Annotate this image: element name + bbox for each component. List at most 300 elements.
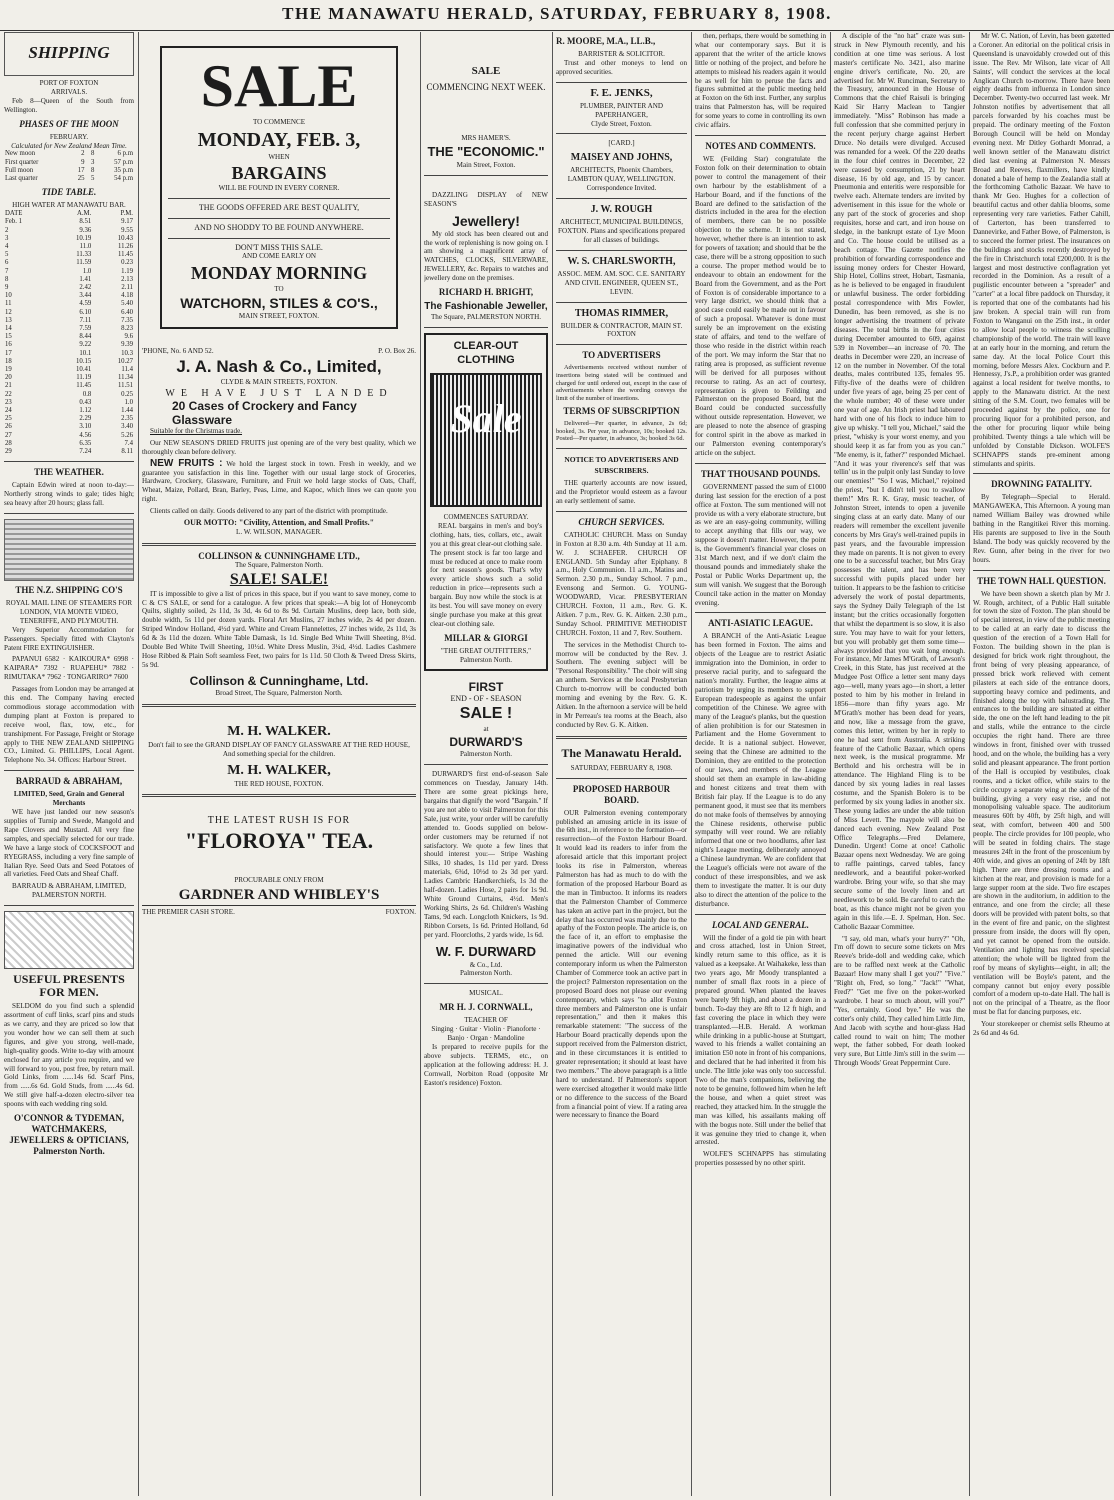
- advertisers-text: Advertisements received without number of insertions being stated will be continued and charged for until ordered out, except in the case of advertisements where the wording conveys the limit of the number of insertions.: [556, 364, 687, 402]
- tide-row: [4, 218, 134, 226]
- nash-xmas: Suitable for the Christmas trade.: [150, 426, 243, 435]
- tide-cell: 2.29: [79, 415, 92, 423]
- tide-cell: 12: [5, 308, 12, 316]
- charlsworth-text: ASSOC. MEM. AM. SOC. C.E. SANITARY AND CIVIL ENGINEER, QUEEN ST., LEVIN.: [557, 269, 686, 296]
- clearout-box: [424, 333, 548, 671]
- nash-phones: 'PHONE, No. 6 AND 52.: [142, 347, 214, 356]
- bazaar-poem: "I say, old man, what's your hurry?" "Oh, I'm off down to secure some tickets on Mrs Reeve's bride-doll and wedding cake, which are to be raffled next week at the Catholic Bazaar! How many shall I get you?" "Five." "Right oh, Fred, so long." "Jack!" "What, Fred?" "Get me five on the poker-worked wardrobe. I hear so much about, will you?" "Yes, certainly. Good bye." He was the cotter's only child, They called him Little Jim, And Jacob with scythe and hour-glass Had called round to wait on him; The mother wept, the father sobbed, For death looked very sure, But Little Jim's still in the swim — Through Woods' Great Peppermint Cure.: [834, 934, 965, 1068]
- clearout-text: REAL bargains in men's and boy's clothing, hats, ties, collars, etc., await you at this great clear-out clothing sale. The present stock is far too large and must be reduced at once to make room for next season's goods. That's why every article shows such a solid reduction in price—represents such a bargain. Buy now while the stock is at its best. You will save money on every single purchase you make at this great clear-out clothing sale.: [430, 521, 542, 628]
- harbour-text: OUR Palmerston evening contemporary published an amusing article in its issue of the 6th inst., in reference to the formation—or resurrection—of the Foxton Harbour Board. It would lead its readers to infer from the aforesaid article that this important project looks its rise in Palmerston, whereas Palmerston has had as much to do with the formation of the proposed Harbour Board as the man in Timbuctoo. It informs its readers that the Palmerston Chamber of Commerce has taken an active part in the project, but the delay that has occurred was mainly due to the apathy of the Foxton people. The article is, on the face of it, an effort to emphasise the imaginative powers of the individual who penned the article. Will our evening contemporary inform us when the Palmerston Chamber of Commerce took an active part in the project? Palmerston representation on the proposed Board does not please our evening contemporary, which says "to allot Foxton three members and Palmerston one is unfair representation," and then it makes this remarkable statement: "The success of the Harbour Board practically depends upon the support received from the Palmerston district, and in these circumstances it is entitled to greater representation; it should at least have two members." The above paragraph is a little hard to understand. If Palmerston's support were exercised altogether it would make little or no difference to the success of the Board from a financial point of view. If a rating area were necessary to finance the Board: [556, 808, 687, 1120]
- tide-cell: 11.0: [79, 242, 92, 250]
- tide-cell: Feb. 1: [5, 218, 22, 226]
- watchorn-address: MAIN STREET, FOXTON.: [238, 312, 320, 321]
- moon-cell: 5: [91, 175, 95, 183]
- moon-cell: 57 p.m: [114, 158, 133, 166]
- tide-row: [4, 300, 134, 308]
- tide-row: [4, 284, 134, 292]
- tide-row: [4, 374, 134, 382]
- thousand-heading: THAT THOUSAND POUNDS.: [700, 468, 821, 479]
- tide-cell: 7: [5, 267, 9, 275]
- tide-cell: 3.44: [79, 292, 92, 300]
- moore-subtitle: BARRISTER & SOLICITOR.: [578, 50, 665, 58]
- hamer-commencing: COMMENCING NEXT WEEK.: [426, 82, 546, 92]
- durward-text: DURWARD'S first end-of-season Sale commences on Tuesday, January 14th. There are some great pickings here, bargains that dignify the word "Bargain." If you are not able to visit Palmerston for this Sale, just write, your order will be carefully attended to. Goods supplied on below-order customers may be returned if not satisfactory. We quote a few lines that should interest you:— Stripe Washing Silks, 10 shades, 1s 11d per yard. Dress materials, 6¾d, 10½d to 2s 3d per yard. Ladies Cambric Handkerchiefs, 1s 3d the half-dozen. Ladies Hose, 2 pairs for 1s 9d. White Ground Curtains, 4½d. Men's Working Shirts, 2s 6d. Children's Washing Tams, 9d each. Longcloth Knickers, 1s 9d. Ribbon Corsets, 1s 6d. Printed Holland, 6d per yard. Floorcloths, 2 yards wide, 1s 6d.: [424, 770, 548, 939]
- nash-landed: WE HAVE JUST LANDED: [165, 387, 393, 399]
- steamers-list: PAPANUI 6582 · KAIKOURA* 6998 · KAIPARA* 7392 · RUAPEHU* 7882 · RIMUTAKA* 7962 · TONGARIRO* 7600: [4, 655, 134, 682]
- nash-address: CLYDE & MAIN STREETS, FOXTON.: [220, 378, 338, 387]
- oconnor-heading: O'CONNOR & TYDEMAN, WATCHMAKERS, JEWELLERS & OPTICIANS, Palmerston North.: [9, 1113, 129, 1157]
- tide-row: [4, 423, 134, 431]
- column-3: [424, 32, 548, 1496]
- millar-name: MILLAR & GIORGI: [444, 632, 528, 643]
- gardner-town: FOXTON.: [385, 908, 416, 917]
- tide-cell: 4: [5, 242, 9, 250]
- walker-address: THE RED HOUSE, FOXTON.: [234, 779, 324, 788]
- tide-cell: 11.26: [117, 242, 133, 250]
- church-heading: CHURCH SERVICES.: [578, 516, 665, 527]
- tide-cell: 10.27: [117, 357, 133, 365]
- weather-text: Captain Edwin wired at noon to-day:— Northerly strong winds to gale; tides high; sea heavy after 20 hours; glass fall.: [4, 481, 134, 508]
- column-rule: [691, 32, 692, 1496]
- tide-row: [4, 243, 134, 251]
- barraud-text: WE have just landed our new season's supplies of Turnip and Swede, Mangold and Rape Clovers and Mustard. All very fine samples, and specially selected for our trade. We have a large stock of COCKSFOOT and RYEGRASS, including a very fine sample of Italian Rye. Seed Oats and Seed Potatoes of all varieties. Feed Oats and Sheaf Chaff.: [4, 808, 134, 879]
- collinson-text: IT is impossible to give a list of prices in this space, but if you want to save money, come to C & C'S SALE, or send for a catalogue. A few prices that speak:—A big lot of Honeycomb Quilts, slightly soiled, 2s 11d, 3s 3d, 4s 6d to 8s 9d. Curtain Muslins, deep lace, both side, double width, 5s 11d per dozen yards. Floral Art Muslins, 27 inches wide, 2s 4d per dozen. Striped Window Holland, 4½d yard. White and Cream Flannelettes, 27 inches wide, 2s 11d, 3s 6d & 3s 11d the dozen. White Table Damask, 1s 1d. Single Bed White Twill Sheeting, 8½d. Double Bed White Twill Sheeting, 10½d. White Dress Muslin, 3¼d, 4½d. Ladies Cashmere Hose Ribbed & Plain Soft seamless Feet, two pairs for 1s 11d. 50 Cloth & Tweed Dress Skirts, 5s 9d.: [142, 589, 416, 669]
- collinson-heading: COLLINSON & CUNNINGHAME LTD.,: [198, 550, 360, 561]
- tide-cell: 1.0: [124, 398, 133, 406]
- moon-cell: Full moon: [5, 166, 34, 174]
- terms-text: Delivered—Per quarter, in advance, 2s 6d; booked, 3s. Per year, in advance, 10s; booked 12s. Posted—Per quarter, in advance, 3s; booked 3s 6d.: [556, 420, 687, 443]
- moon-heading: PHASES OF THE MOON: [19, 118, 119, 129]
- durward-at: at: [483, 725, 489, 734]
- tide-cell: 9.36: [79, 226, 92, 234]
- tide-table: [4, 210, 134, 456]
- rough-text: ARCHITECT, MUNICIPAL BUILDINGS, FOXTON. Plans and specifications prepared for all classes of buildings.: [558, 218, 685, 244]
- tide-cell: 20: [5, 374, 12, 382]
- tide-row: [4, 366, 134, 374]
- moon-row: [4, 175, 134, 183]
- tide-cell: 28: [5, 439, 12, 447]
- townhall-heading: THE TOWN HALL QUESTION.: [977, 575, 1106, 586]
- bright-name: RICHARD H. BRIGHT,: [438, 287, 534, 298]
- tide-cell: 14: [5, 325, 12, 332]
- moon-month: FEBRUARY.: [49, 132, 89, 141]
- gardner-name: GARDNER AND WHIBLEY'S: [178, 887, 380, 904]
- nzship-more: Passages from London may be arranged at this end. The Company having erected commodious storage accommodation with dumping plant at Foxton is prepared to receive wool, flax, tow, etc., for transhipment. For Passage, Freight or Storage apply to THE NEW ZEALAND SHIPPING CO., Limited. G. PHILLIPS, Local Agent. Telephone No. 34. Offices: Harbour Street.: [4, 685, 134, 765]
- notes-heading: NOTES AND COMMENTS.: [705, 140, 816, 151]
- tide-cell: 10.19: [76, 234, 92, 242]
- tide-row: [4, 440, 134, 448]
- column-rule: [552, 32, 553, 1496]
- tide-cell: 2.11: [121, 283, 133, 291]
- tide-cell: 19: [5, 366, 12, 374]
- durward-sale: SALE !: [459, 705, 513, 723]
- durward-first: FIRST: [468, 679, 504, 694]
- barraud-subheading: LIMITED, Seed, Grain and General Merchants: [13, 790, 125, 808]
- tide-row: [4, 341, 134, 349]
- collinson-address: The Square, Palmerston North.: [234, 560, 324, 569]
- column-rule: [138, 32, 139, 1496]
- tide-cell: 4.59: [79, 300, 92, 308]
- drowning-heading: DROWNING FATALITY.: [991, 479, 1092, 490]
- nash-clients: Clients called on daily. Goods delivered to any part of the district with promptitude.: [150, 507, 388, 516]
- durward-address: Palmerston North.: [459, 750, 512, 759]
- tide-row: [4, 391, 134, 399]
- steamship-illustration: [4, 519, 134, 581]
- rough-name: J. W. ROUGH: [590, 204, 653, 216]
- cornwall-teacher: TEACHER OF: [464, 1016, 508, 1025]
- tide-cell: 4.18: [121, 292, 133, 300]
- tide-cell: 3: [5, 234, 9, 242]
- tide-col-date: DATE: [5, 210, 23, 218]
- tide-cell: 21: [5, 382, 12, 390]
- tide-cell: 8.23: [121, 325, 133, 332]
- sale-title: SALE: [200, 53, 358, 119]
- notice-heading: NOTICE TO ADVERTISERS AND SUBSCRIBERS.: [564, 455, 679, 476]
- moon-row: [4, 159, 134, 167]
- tide-row: [4, 350, 134, 358]
- weather-heading: THE WEATHER.: [34, 467, 104, 478]
- tide-cell: 11.45: [76, 382, 92, 390]
- tide-cell: 10.1: [79, 349, 92, 357]
- moon-cell: 25: [77, 175, 85, 183]
- tide-row: [4, 317, 134, 325]
- tide-cell: 6.35: [79, 439, 92, 447]
- nash-manager: L. W. WILSON, MANAGER.: [236, 527, 322, 536]
- tide-cell: 6.40: [121, 308, 133, 316]
- nash-pobox: P. O. Box 26.: [378, 347, 416, 356]
- tide-cell: 3.40: [121, 423, 133, 431]
- millar-address: Palmerston North.: [459, 655, 512, 664]
- rheumo-note: Your storekeeper or chemist sells Rheumo at 2s 6d and 4s 6d.: [973, 1020, 1110, 1038]
- church-text-2: The services in the Methodist Church to-morrow will be conducted by the Rev. J. Southern. The evening subject will be "Personal Responsibility." The choir will sing an anthem. Services at the local Presbyterian Church to-morrow will be conducted both morning and evening by the Rev. G. K. Aitken. In the afternoon a service will be held in Mr Perreau's tea rooms at the Beach, also conducted by Rev. G. K. Aitken.: [556, 640, 687, 729]
- collinson-footer: Broad Street, The Square, Palmerston North.: [215, 688, 343, 697]
- tide-row: [4, 399, 134, 407]
- tide-cell: 8.44: [79, 333, 92, 341]
- sale-shoddy: AND NO SHODDY TO BE FOUND ANYWHERE.: [194, 222, 364, 232]
- wolfe-note: WOLFE'S SCHNAPPS has stimulating properties possessed by no other spirit.: [695, 1150, 826, 1168]
- tide-cell: 1.12: [79, 407, 92, 415]
- nzship-text: Very Superior Accommodation for Passengers. Specially fitted with Clayton's Patent FIRE EXTINGUISHER.: [4, 625, 134, 652]
- sale-commence: TO COMMENCE: [252, 118, 306, 126]
- tide-cell: 2.42: [79, 283, 92, 291]
- nzship-subheading: ROYAL MAIL LINE OF STEAMERS FOR LONDON, VIA MONTE VIDEO, TENERIFFE, AND PLYMOUTH.: [5, 598, 133, 625]
- moon-cell: 8: [91, 166, 95, 174]
- jenks-name: F. E. JENKS,: [590, 86, 653, 99]
- moon-note: Calculated for New Zealand Mean Time.: [11, 141, 127, 150]
- newspaper-page: [0, 32, 1114, 1498]
- sale-every: WILL BE FOUND IN EVERY CORNER.: [218, 183, 340, 192]
- shipping-logo: SHIPPING: [4, 32, 134, 76]
- tide-cell: 1.44: [121, 407, 133, 415]
- tide-cell: 7.35: [121, 316, 133, 324]
- port-title: PORT OF FOXTON: [39, 79, 99, 87]
- tide-cell: 13: [5, 316, 12, 324]
- tide-cell: 9.6: [124, 333, 133, 341]
- tide-cell: 22: [5, 390, 12, 398]
- jenks-subtitle: PLUMBER, PAINTER AND PAPERHANGER,: [579, 101, 664, 119]
- bright-address: The Square, PALMERSTON NORTH.: [430, 313, 542, 322]
- useful-heading: USEFUL PRESENTS FOR MEN.: [13, 972, 125, 1000]
- sale-goods: THE GOODS OFFERED ARE BEST QUALITY,: [198, 202, 360, 212]
- charlsworth-name: W. S. CHARLSWORTH,: [567, 255, 676, 267]
- wf-durward: W. F. DURWARD: [435, 943, 537, 959]
- tide-subheading: HIGH WATER AT MANAWATU BAR.: [12, 201, 126, 210]
- thousand-text: GOVERNMENT passed the sum of £1000 during last session for the erection of a post office at Foxton. The sum mentioned will not provide us with a very elaborate structure, but as we are an easy-going community, willing to accept anything that fills our way, we suppose it doesn't matter. However, the point is, the Government's financial year closes on 31st March next, and if we don't claim the thousand pounds and immediately shake the Postal or Public Works Department up, the sum will vanish. We suggest that the Borough Council take action in the matter on Monday evening.: [695, 482, 826, 607]
- tide-cell: 5: [5, 251, 9, 259]
- moon-cell: 6 p.m: [117, 150, 133, 158]
- tide-cell: 3.10: [79, 423, 92, 431]
- asiatic-heading: ANTI-ASIATIC LEAGUE.: [708, 618, 813, 629]
- tide-cell: 18: [5, 357, 12, 365]
- durward-name: DURWARD'S: [449, 735, 523, 750]
- tide-cell: 9.39: [121, 341, 133, 349]
- tide-cell: 10.43: [117, 234, 133, 242]
- sale-date: MONDAY, FEB. 3,: [197, 128, 361, 151]
- tide-row: [4, 251, 134, 259]
- nash-crockery: 20 Cases of Crockery and Fancy Glassware: [172, 398, 357, 427]
- maisey-name: MAISEY AND JOHNS,: [570, 152, 673, 164]
- floroya-title: "FLOROYA" TEA.: [184, 828, 374, 854]
- tide-cell: 7.4: [124, 439, 133, 447]
- bright-jewellery: Jewellery!: [452, 212, 520, 229]
- tide-row: [4, 227, 134, 235]
- sale-dont-miss: DON'T MISS THIS SALE.: [235, 242, 323, 252]
- wf-address: Palmerston North.: [459, 969, 512, 978]
- moon-row: [4, 167, 134, 175]
- tide-cell: 26: [5, 423, 12, 431]
- moon-table: [4, 150, 134, 183]
- tide-cell: 2: [5, 226, 9, 234]
- barraud-sign: BARRAUD & ABRAHAM, LIMITED, PALMERSTON NORTH.: [11, 882, 127, 900]
- card-label: [CARD.]: [608, 139, 635, 148]
- tide-cell: 9: [5, 283, 9, 291]
- tide-row: [4, 276, 134, 284]
- economic-address: Main Street, Foxton.: [456, 160, 516, 169]
- tide-cell: 10.41: [76, 366, 92, 374]
- tide-cell: 0.25: [121, 390, 133, 398]
- arrivals-text: Feb 8—Queen of the South from Wellington.: [4, 96, 134, 114]
- cornwall-text: Is prepared to receive pupils for the above subjects. TERMS, etc., on application at the following address: H. J. Cornwall, Norbiton Road (opposite Mr Easton's residence) Foxton.: [424, 1042, 548, 1087]
- column-2: [142, 32, 416, 1496]
- cufflinks-illustration: [4, 911, 134, 969]
- hamer-name: MRS HAMER'S.: [461, 134, 511, 142]
- useful-text: SELDOM do you find such a splendid assortment of cuff links, scarf pins and studs as we carry, and they are priced so low that you wonder how we can sell them at such figures, and give you strong, well-made, high-quality goods. Write to-day with amount enclosed for any article you require, and we will forward to you, post free, by return mail. Gold Links, from ......14s 6d. Scarf Pins, from ......6s 6d. Gold Studs, from ......4s 6d. We still give half-a-dozen electro-silver tea spoons with each wedding ring sold.: [4, 1002, 134, 1109]
- nash-contact: [142, 347, 416, 356]
- tide-row: [4, 382, 134, 390]
- tide-cell: 11.19: [76, 374, 92, 382]
- drowning-text: By Telegraph—Special to Herald. MANGAWEKA, This Afternoon. A young man named William Bailey was drowned while bathing in the Rangitikei River this morning. His parents are supposed to live in the South Island. The body was quickly recovered by the Rev. Gunn, after being in the river for two hours.: [973, 493, 1110, 564]
- column-rule: [969, 32, 970, 1496]
- walker-heading-2: M. H. WALKER,: [227, 762, 331, 778]
- tide-cell: 4.56: [79, 431, 92, 439]
- clearout-heading: CLEAR-OUT CLOTHING: [453, 339, 519, 366]
- sale-come: AND COME EARLY ON: [241, 252, 317, 261]
- tide-row: [4, 358, 134, 366]
- local-heading: LOCAL AND GENERAL.: [711, 919, 810, 930]
- durward-endseason: END - OF - SEASON: [450, 693, 522, 703]
- bright-dazzling: DAZZLING DISPLAY of NEW SEASON'S: [424, 190, 548, 208]
- tide-cell: 8.11: [121, 448, 133, 456]
- tide-cell: 10.15: [76, 357, 92, 365]
- tide-row: [4, 292, 134, 300]
- tide-cell: 7.11: [79, 316, 92, 324]
- tide-col-pm: P.M.: [120, 210, 133, 218]
- herald-title: The Manawatu Herald.: [561, 745, 682, 760]
- walker-heading: M. H. WALKER.: [227, 723, 331, 739]
- tide-cell: 2.35: [121, 415, 133, 423]
- watchorn-name: WATCHORN, STILES & CO'S.,: [180, 295, 378, 312]
- tide-row: [4, 235, 134, 243]
- maisey-text: ARCHITECTS, Phoenix Chambers, LAMBTON QUAY, WELLINGTON. Correspondence Invited.: [567, 166, 676, 193]
- harbour-heading: PROPOSED HARBOUR BOARD.: [572, 783, 671, 805]
- sale-to: TO: [274, 285, 284, 294]
- newfruits-text: We hold the largest stock in town. Fresh in weekly, and we guarantee you satisfaction in this line. Together with our usual large stock of Groceries, Hardware, Crockery, Glassware, Furniture, and Fruit we hold large stocks of Oats, Chaff, Wheat, Maize, Pollard, Bran, Barley, Peas, Lime, and Kapoc, which lines we can quote you right.: [142, 459, 416, 504]
- tide-row: [4, 333, 134, 341]
- column-1: [4, 32, 134, 1496]
- moon-cell: Last quarter: [5, 175, 38, 183]
- bright-text: My old stock has been cleared out and the work of replenishing is now going on. I am showing a magnificent array of WATCHES, CLOCKS, SILVERWARE, JEWELLERY, &c. Repairs to watches and jewellery done on the premises.: [424, 229, 548, 283]
- tide-cell: 7.24: [79, 448, 92, 456]
- moon-row: [4, 150, 134, 158]
- jenks-address: Clyde Street, Foxton.: [591, 119, 652, 128]
- church-text: CATHOLIC CHURCH. Mass on Sunday in Foxton at 8.30 a.m. 4th Sunday at 11 a.m. W. J. SCHAEFER. CHURCH OF ENGLAND. 5th Sunday after Epiphany. 8 a.m., Holy Communion. 11 a.m., Matins and Sermon. 2.30 p.m., Sunday School. 7 p.m., Evensong and Sermon. G. YOUNG-WOODWARD, Vicar. PRESBYTERIAN CHURCH. Foxton, 11 a.m., Rev. G. K. Aitken. 7 p.m., Rev. G. K. Aitken. 2.30 p.m., Sunday School. PRIMITIVE METHODIST CHURCH. Foxton, 11 and 7, Rev. Southern.: [556, 530, 687, 637]
- floroya-procurable: PROCURABLE ONLY FROM: [234, 876, 324, 885]
- arrivals-heading: ARRIVALS.: [50, 87, 88, 96]
- collinson-sale: SALE! SALE!: [229, 570, 329, 588]
- tide-cell: 10: [5, 292, 12, 300]
- gardner-premier: THE PREMIER CASH STORE.: [142, 908, 235, 917]
- tide-cell: 25: [5, 415, 12, 423]
- tide-cell: 11.4: [121, 366, 133, 374]
- tide-cell: 1.41: [79, 275, 92, 283]
- moon-cell: 8: [91, 150, 95, 158]
- musical-heading: MUSICAL.: [469, 989, 503, 998]
- tide-row: [4, 259, 134, 267]
- millar-subtitle: "THE GREAT OUTFITTERS,": [440, 646, 532, 655]
- tide-cell: 10.3: [121, 349, 133, 357]
- tide-cell: 15: [5, 333, 12, 341]
- tide-cell: 8: [5, 275, 9, 283]
- tide-cell: 1.0: [82, 267, 92, 275]
- general-news-text: A disciple of the "no hat" craze was sun-struck in New Plymouth recently, and his condition at one time was serious. A lost master's certificate No. 3421, also marine engine driver's certificate, No. 20, are advertised for. Mr W. Runciman, Secretary to the Treasury, announced in the House of Commons that the chief Raisuli is bringing Kaid Sir Harry Maclean to Tangier immediately. "Miss" Robinson has made a full confession that she committed perjury in the recent perjury charge against Herbert Druce. No details were divulged. Accused was remanded for a week. Of the 220 deaths in the four chief centres in December, 22 were caused by consumption, 21 by heart disease, 16 by old age, and 15 by cancer. Pneumonia and enteritis were responsible for twelve each. Alternate tenders are invited by advertisement in this issue for the whole or any part of the stock of groceries and shop requisites, horse and cart, and iron house on sledge, in the bankrupt estate of Lye Moon and Co. The house could be utilised as a beach cottage. The Gazette notifies the prohibition of forwarding correspondence and issuing money orders for Chester Howard, Ship Hotel, Collins street, Hobart, Tasmania, as he is believed to be engaged in fraudulent or unlawful business. The order forbidding postal correspondence with Mrs Fowler, Dunedin, has been removed, as she is no longer advertising the treatment of private diseases. The total births in the four cities during December amounted to 609, against 539 in November—an increase of 70. The deaths in December were 220, an increase of 12 on the number in November. Of the total deaths, males contributed 135, females 95. Fifty-five of the deaths were of children under five years of age, being 25 per cent of the whole number; 40 of these were under one year of age. An Irish priest had laboured hard with one of his flock to induce him to give up whisky. "I tell you, Michael," said the priest, "whisky is your worst enemy, and you should keep it as far from you as you can." "Me enemy, is it, father?" responded Michael. "And it was your riverence's self that was tellin' us in the pulpit only last Sunday to love our enemies!" "So I was, Michael," rejoined the priest, "but I didn't tell you to swallow them!" Mrs R. K. Gray, music teacher, of Johnston Street, intends to open a juvenile singing class at an early date. Many of our readers will remember the excellent juvenile concerts by Mrs Gray's well-trained pupils in past years, and the favourable impression they made on parents. It is not given to every one to be a successful teacher, but Mrs Gray possesses the talent, and has been very successful with pupils placed under her tuition. It appears to be the fashion to criticise adversely the work of postal departments, says the Sydney Daily Telegraph of the 1st instant; but the critics occasionally forgotten that whilst the department is so slow, it is also sure. You may have to wait for your letters, but you will probably get them some time—always provided that you wait long enough. For instance, Mr James M'Grath, of Lawson's Creek, in this State, has just received at the Mudgee Post Office a letter sent many days ago—well, many years ago—in short, a letter posted to him by his mother in Ireland in 1856—more than fifty years ago. Mr M'Grath's mother has been dead for years, and now, like a message from the grave, comes this letter, written by her in reply to one he had sent from Australia. A striking feature of the Catholic Bazaar, which opens next week, is the musical programme. Mr Berthold and his orchestra will be in attendance. The Highland Fling is to be danced by six young ladies in real lasses costume, and the Spanish Bolero is to be performed by six young ladies in another six. These young ladies are under the able tuition of Miss Levett. The maypole will also be danced each evening. New Zealand Post Office Telegraphs.—Fred Delamere, Dunedin. Urgent! Come at once! Catholic Bazaar opens next Wednesday. We are going to raffle paintings, carved tables, fancy needlework, and a beautiful poker-worked wardrobe. Bring your wife, so that she may secure some of the lovely linen and art needlework to be sold. Be careful to catch the boat, as this chance might not be given you again in this life.—E. J. Spelman, Hon. Sec. Catholic Bazaar Committee.: [834, 32, 965, 931]
- sale-banner-image: [430, 373, 542, 507]
- tide-row: [4, 309, 134, 317]
- hamer-sale: SALE: [471, 65, 501, 77]
- tide-row: [4, 268, 134, 276]
- moon-cell: First quarter: [5, 158, 39, 166]
- moon-cell: 35 p.m: [114, 166, 133, 174]
- column-6: [834, 32, 965, 1496]
- rimmer-name: THOMAS RIMMER,: [574, 307, 669, 319]
- moon-cell: 17: [77, 166, 85, 174]
- tide-cell: 11.33: [76, 251, 92, 259]
- sale-banner-text: Sale: [450, 395, 522, 441]
- townhall-text: We have been shown a sketch plan by Mr J. W. Rough, architect, of a Public Hall suitable for town the size of Foxton. The plan should be of special interest, in view of the public meeting to be called at an early date to discuss the question of the erection of a Town Hall for Foxton. The building shown in the plan is designed for brick work right throughout, the front being of very pleasing appearance, of pressed brick work relieved with cement pilasters at each side of the entrance doors, supporting heavy cornice and pediments, and finished along the top with balustrading. The entrances to the building are situated at either side, the one on the left hand leading to the pit and stalls, while the entrance to the circle occupies the right hand. There are three windows in front, finished over with trussed hood, and on the whole, the building has a very solid and pleasant appearance. The front portion of the Hall is occupied by vestibules, cloak rooms, and a ticket office, while stairs to the circle occupy a separate wing at the side of the building, giving a very easy rise, and not monopolising valuable space. The auditorium measures 60ft by 40ft, by 25ft high, and will seat, with comfort, between 400 and 500 people. The circle provides for 100 people, who will be seated in folding chairs. The stage measures 24ft in the front of the proscenium by 40ft wide, and gives an opening of 24ft by 18ft high. There are three dressing rooms and a kitchen at the rear, and provision is made for a large supper room at the side. Two fire escapes are shown in the auditorium, in addition to the entrance, and one from the circle; all these doors will be provided with patent bolts, so that in the event of fire and panic, on the slightest pressure from inside, the doors will fly open, and yet cannot be opened from the outside. Ventilation and lighting has received special attention; the whole will be lighted from the roof by means of skylights—eight, in all; the ventilation will be Boyle's patent, and the company cannot but enjoy every possible comfort of a modern up-to-date Hall. The hall is not on the principal of a Theatre, as the floor must be flat for dancing purposes, etc.: [973, 589, 1110, 1017]
- moore-text: Trust and other moneys to lend on approved securities.: [556, 58, 687, 76]
- tide-cell: 11: [5, 300, 12, 308]
- tide-heading: TIDE TABLE.: [41, 187, 97, 198]
- tide-cell: 11.45: [117, 251, 133, 259]
- terms-heading: TERMS OF SUBSCRIPTION: [563, 406, 680, 417]
- tide-cell: 17: [5, 349, 12, 357]
- tide-cell: 0.43: [79, 398, 92, 406]
- moon-cell: New moon: [5, 150, 36, 158]
- moon-cell: 9: [81, 158, 85, 166]
- harbour-continued: then, perhaps, there would be something in what our contemporary says. But it is apparent that the writer of the article knows little or nothing of the project, and before he attempts to mislead his readers again it would be as well for him to peruse the facts and figures submitted at the public meeting held at Foxton on the 6th inst. Further, any surplus trains that Palmerston has, will be required for some years to come in controlling its own civic affairs.: [695, 32, 826, 130]
- nash-name: J. A. Nash & Co., Limited,: [176, 357, 382, 377]
- notes-text: WE (Feilding Star) congratulate the Foxton folk on their determination to obtain power to control the management of their own harbour by the establishment of a Harbour Board, and if the functions of the Board are defined to the satisfaction of the districts included in the area for the election of members, there can be no possible objection to the scheme. It is not stated, however, whether there is an intention to ask for powers of taxation; and should that be the case, there will be a strong opposition to such a course. The proper method would be to endeavour to obtain an endowment for the Board from the Government, and as the Port of Foxton is of considerable importance to a very large district, we should think that a good case could easily be made out in favour of such a proposal. Whatever is done must surely be an improvement on the existing state of affairs, and tend to the welfare of those who reside in the district within reach of the port. We may inform the Star that no rating area is proposed, as sufficient revenue will be derived for all purposes without recourse to rating. As an act of courtesy, representation is given to Feilding and Palmerston on the proposed Board, but the Board could be conducted successfully without outside representation. However, we are pleased to note the absence of grasping for control spirit in the above as marked in our Palmerston evening contemporary's article on the subject.: [695, 154, 826, 457]
- tide-row: [4, 325, 134, 333]
- tide-cell: 0.23: [121, 259, 133, 267]
- bright-subtitle: The Fashionable Jeweller,: [424, 301, 548, 313]
- notice-text: THE quarterly accounts are now issued, and the Proprietor would esteem as a favour an early settlement of same.: [556, 479, 687, 505]
- tide-cell: 11.59: [76, 259, 92, 267]
- tide-cell: 11.51: [117, 382, 133, 390]
- moon-cell: 3: [91, 158, 95, 166]
- tide-cell: 16: [5, 341, 12, 349]
- local-text: Will the finder of a gold tie pin with heart and cross attached, lost in Union Street, kindly return same to this office, as it is valued as a keepsake. At Waihakeke, less than two years ago, Mr Moody transplanted a number of small flax roots in a piece of prepared ground. When planted the leaves were barely 9ft high, and about a dozen in a bunch. To-day they are 8ft to 12 ft high, and fast covering the place in which they were transplanted.—H.B. Herald. A workman while drinking in a public-house at Stuttgart, waved to his friends a wallet containing an imitation £50 note in front of his companions, and declared that he had inherited it from his uncle. The little joke was only too successful. Two of the man's companions, believing the note to be genuine, followed him when he left the house, and when a quiet street was reached, they attacked him. In the struggle the man was killed, his assailants making off with the bogus note. Still under the belief that it was genuine they tried to change it, when arrested.: [695, 933, 826, 1147]
- sale-when: WHEN: [268, 152, 290, 161]
- advertisers-heading: TO ADVERTISERS: [582, 350, 661, 361]
- sale-box: [160, 46, 398, 329]
- tide-cell: 23: [5, 398, 12, 406]
- walker-text: Don't fail to see the GRAND DISPLAY OF FANCY GLASSWARE AT THE RED HOUSE, And something special for the children.: [148, 740, 410, 758]
- nash-motto: OUR MOTTO: "Civility, Attention, and Small Profits.": [183, 518, 375, 528]
- cornwall-instruments: Singing · Guitar · Violin · Pianoforte · Banjo · Organ · Mandoline: [431, 1025, 541, 1043]
- nash-dried: Our NEW SEASON'S DRIED FRUITS just opening are of the very best quality, which we thoroughly clean before delivery.: [142, 438, 416, 456]
- tide-cell: 27: [5, 431, 12, 439]
- nzship-heading: THE N.Z. SHIPPING CO'S: [15, 584, 123, 595]
- barraud-heading: BARRAUD & ABRAHAM,: [15, 776, 123, 787]
- tide-cell: 24: [5, 407, 12, 415]
- tide-cell: 6: [5, 259, 9, 267]
- tide-row: [4, 407, 134, 415]
- moon-cell: 2: [81, 150, 85, 158]
- tide-row: [4, 448, 134, 456]
- tide-cell: 9.55: [121, 226, 133, 234]
- tide-row: [4, 432, 134, 440]
- gardner-footer: [142, 905, 416, 917]
- tide-col-am: A.M.: [76, 210, 92, 218]
- tide-cell: 2.13: [121, 275, 133, 283]
- column-rule: [830, 32, 831, 1496]
- moon-cell: 54 p.m: [114, 175, 133, 183]
- masthead: THE MANAWATU HERALD, SATURDAY, FEBRUARY 8, 1908.: [0, 0, 1114, 31]
- tide-cell: 5.40: [121, 300, 133, 308]
- tide-cell: 1.19: [121, 267, 133, 275]
- wf-co: & Co., Ltd.: [469, 960, 503, 969]
- collinson-sign: Collinson & Cunninghame, Ltd.: [189, 673, 369, 688]
- column-5: [695, 32, 826, 1496]
- tide-cell: 29: [5, 448, 12, 456]
- column-rule: [420, 32, 421, 1496]
- newfruits-heading: NEW FRUITS :: [150, 457, 223, 469]
- tide-cell: 7.59: [79, 325, 92, 332]
- tide-row: [4, 415, 134, 423]
- sale-bargains: BARGAINS: [231, 162, 327, 183]
- sale-monday: MONDAY MORNING: [190, 263, 368, 284]
- economic-title: THE "ECONOMIC.": [427, 143, 545, 159]
- tide-cell: 5.26: [121, 431, 133, 439]
- cornwall-name: MR H. J. CORNWALL,: [439, 1002, 533, 1013]
- asiatic-text: A BRANCH of the Anti-Asiatic League has been formed in Foxton. The aims and objects of the League are to restrict Asiatic immigration into the Dominion, in order to preserve racial purity, and to safeguard the nation's morality. Further, the league aims at patriotism by urging its members to support European tradespeople as against the unfair competition of the Chinese. We agree with many of the League's planks, but the question of alien prohibition is for our Statesmen in Parliament and the Home Government to decide. It is a national subject. However, seeing that the Chinese are admitted to the Dominion, they are entitled to the protection of our laws, and members of the League should set them an example in law-abiding and honest citizens and treat them with British fair play. If the League is to do any permanent good, it must see that its members do not make fools of themselves by annoying the Chinese residents, otherwise public sympathy will veer round. We are reliably informed that one or two hoodlums, after last night's League meeting, deliberately annoyed a Chinese laundryman. We are confident that the League's officials were not aware of the conduct of these irresponsibles, and we ask them to investigate the matter. It is our duty also to direct the attention of the police to the disturbance.: [695, 632, 826, 908]
- briefs-text: Mr W. C. Nation, of Levin, has been gazetted a Coroner. An editorial on the political crisis in Queensland is unavoidably crowded out of this issue. The Rev. Mr Wilson, late vicar of All Saints', will conduct the services at the local Anglican Church to-morrow. There have been eighty deaths from influenza in London since December. Twenty-two occurred last week. Mr Johnston notifies by advertisement that all parcels forwarded by his coaches must be prepaid. The ordinary meeting of the Foxton Borough Council will be held on Monday evening next. Mr Ditley Gothardt Monrad, a well known settler of the Manawatu district died last evening at Palmerston N. Messrs Broad and Reeves, flaxmillers, have kindly donated a bale of hemp to the Zealandia stall at the forthcoming Catholic Bazaar. We have to thank Mr Geo. Hughes for a collection of beautiful cactus and other dahlia blooms, some representing very rare varieties. Father Cahill, of Carterton, has been transferred to Dannevirke, and Father Bowe, of Palmerston, is to succeed the former priest. The insurances on the buildings and stocks recently destroyed by the fire in Christchurch total £200,000. It is the largest and most destructive conflagration yet recorded in the Dominion. As a result of a pugilistic encounter between a "spreader" and "carter" at a local fibre paddock on Thursday, it is reported that one of the combatants had his jaw broken. A special train will run from Foxton to Wanganui on the 25th inst., in order to allow local people to witness the sculling championship of the world. The train will leave at an early hour in the morning, and return the same day. At the local Police Court this morning, before Messrs Alex. Cockburn and P. Hennessy, J's.P., a prohibition order was granted against a local resident for twelve months, to apply to the Manawatu district. At the next sitting of the S.M. Court, two females will be proceeded against by the police, one for procuring liquor for a prohibited person, and the other for procuring liquor while being prohibited. Twenty things a tale which will be unfolded by Constable Dickson. WOLFE'S SCHNAPPS stands pre-eminent among stimulants and spirits.: [973, 32, 1110, 468]
- tide-cell: 9.22: [79, 341, 92, 349]
- clearout-commences: COMMENCES SATURDAY.: [443, 512, 529, 521]
- herald-date: SATURDAY, FEBRUARY 8, 1908.: [570, 763, 673, 772]
- tide-cell: 9.17: [121, 218, 133, 226]
- tide-cell: 6.10: [79, 308, 92, 316]
